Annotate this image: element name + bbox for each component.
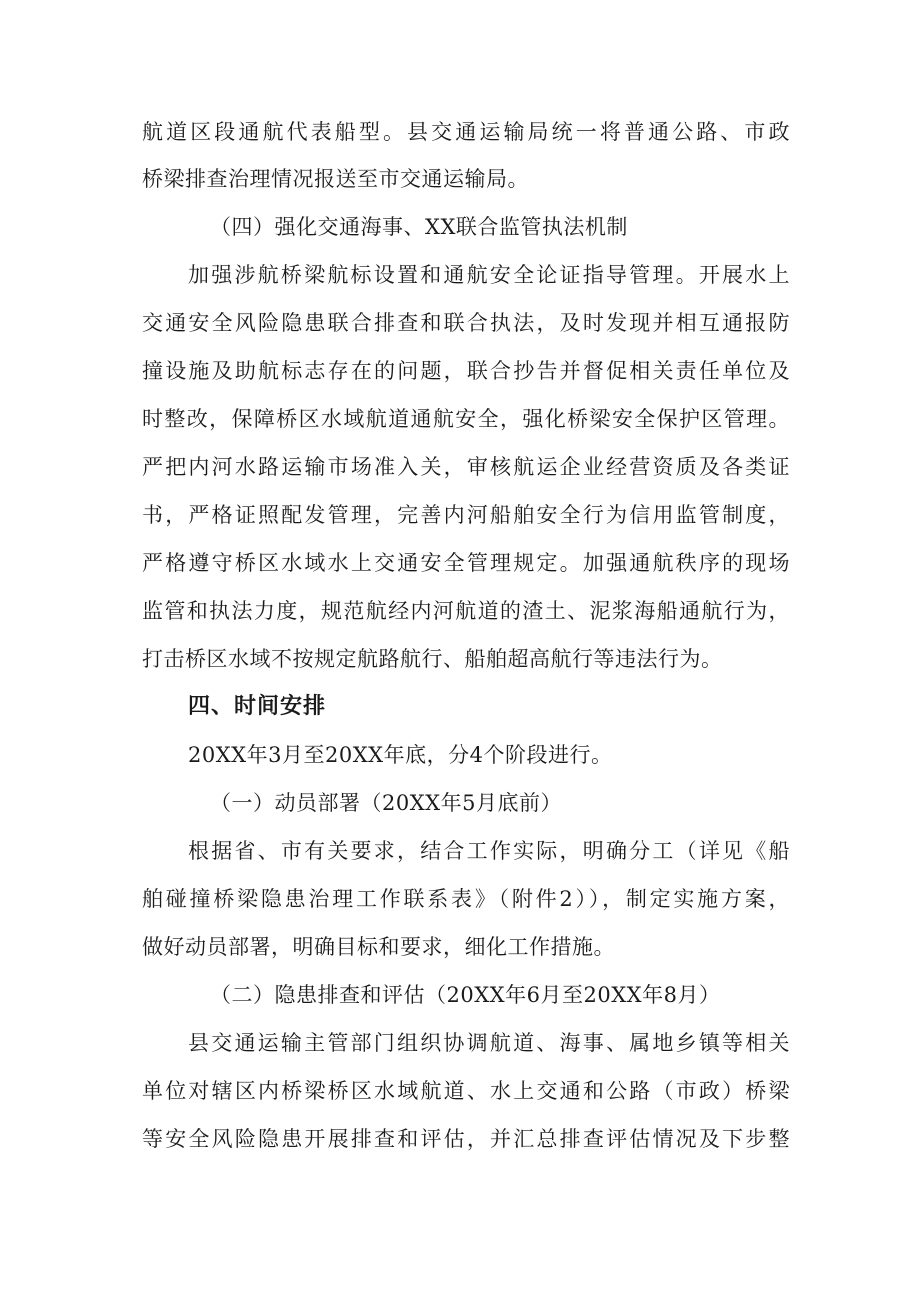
- paragraph-line: 等安全风险隐患开展排查和评估，并汇总排查评估情况及下步整: [142, 1127, 790, 1151]
- paragraph-line: 加强涉航桥梁航标设置和通航安全论证指导管理。开展水上: [188, 263, 790, 287]
- paragraph-line: 监管和执法力度，规范航经内河航道的渣土、泥浆海船通航行为，: [142, 599, 790, 623]
- paragraph-line: 根据省、市有关要求，结合工作实际，明确分工（详见《船: [188, 839, 790, 863]
- subsection-title: （二）隐患排查和评估（20XX年6月至20XX年8月）: [210, 983, 721, 1007]
- paragraph-line: 舶碰撞桥梁隐患治理工作联系表》（附件2）），制定实施方案，: [142, 887, 790, 911]
- paragraph-line: 20XX年3月至20XX年底，分4个阶段进行。: [188, 743, 613, 767]
- subsection-title: （四）强化交通海事、XX联合监管执法机制: [210, 215, 628, 239]
- paragraph-line: 交通安全风险隐患联合排查和联合执法，及时发现并相互通报防: [142, 311, 790, 335]
- paragraph-line: 打击桥区水域不按规定航路航行、船舶超高航行等违法行为。: [142, 647, 723, 671]
- paragraph-line: 航道区段通航代表船型。县交通运输局统一将普通公路、市政: [142, 120, 790, 144]
- subsection-title: （一）动员部署（20XX年5月底前）: [210, 791, 562, 815]
- paragraph-line: 书，严格证照配发管理，完善内河船舶安全行为信用监管制度，: [142, 503, 790, 527]
- paragraph-line: 桥梁排查治理情况报送至市交通运输局。: [142, 167, 529, 191]
- paragraph-line: 时整改，保障桥区水域航道通航安全，强化桥梁安全保护区管理。: [142, 407, 790, 431]
- section-heading: 四、时间安排: [188, 694, 327, 719]
- paragraph-line: 做好动员部署，明确目标和要求，细化工作措施。: [142, 935, 615, 959]
- paragraph-line: 撞设施及助航标志存在的问题，联合抄告并督促相关责任单位及: [142, 359, 790, 383]
- paragraph-line: 单位对辖区内桥梁桥区水域航道、水上交通和公路（市政）桥梁: [142, 1079, 790, 1103]
- paragraph-line: 严格遵守桥区水域水上交通安全管理规定。加强通航秩序的现场: [142, 551, 790, 575]
- paragraph-line: 县交通运输主管部门组织协调航道、海事、属地乡镇等相关: [188, 1031, 790, 1055]
- paragraph-line: 严把内河水路运输市场准入关，审核航运企业经营资质及各类证: [142, 455, 790, 479]
